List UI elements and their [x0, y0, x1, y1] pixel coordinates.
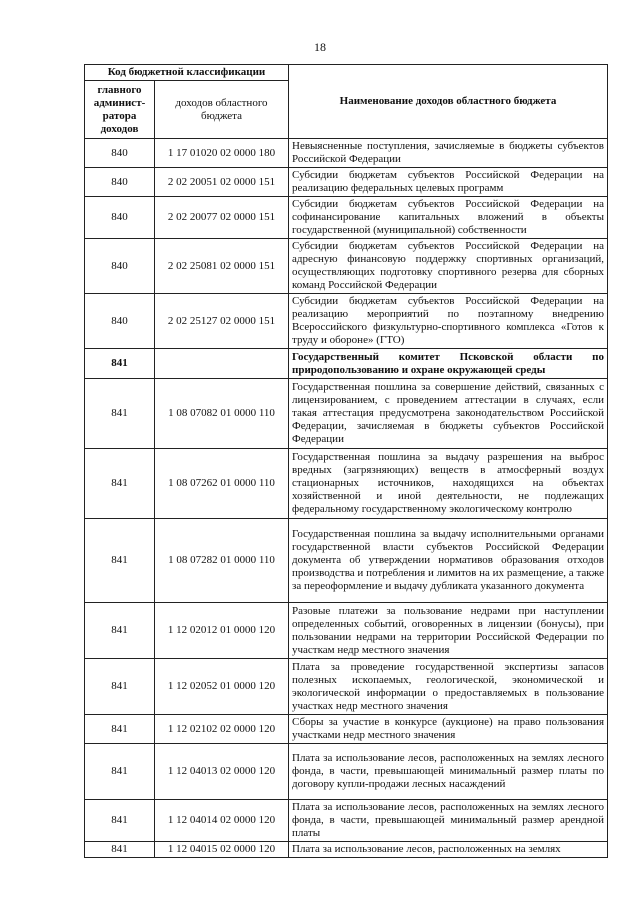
income-code-cell: 2 02 25127 02 0000 151 — [155, 294, 289, 349]
income-name-cell: Субсидии бюджетам субъектов Российской Федерации на реализацию федеральных целевых программ — [289, 168, 608, 197]
admin-code-cell: 841 — [85, 603, 155, 659]
admin-code-cell: 840 — [85, 239, 155, 294]
income-code-cell: 1 12 02052 01 0000 120 — [155, 659, 289, 715]
income-name-cell: Субсидии бюджетам субъектов Российской Федерации на адресную финансовую поддержку спортивных организаций, осуществляющих подготовку спортивного резерва для сборных команд Российской Федерации — [289, 239, 608, 294]
admin-code-cell: 840 — [85, 139, 155, 168]
income-code-cell: 1 12 02102 02 0000 120 — [155, 715, 289, 744]
admin-code-cell: 841 — [85, 715, 155, 744]
income-code-cell: 1 12 04014 02 0000 120 — [155, 800, 289, 842]
table-row — [85, 519, 608, 603]
income-code-cell: 1 08 07082 01 0000 110 — [155, 379, 289, 449]
table-row — [85, 294, 608, 349]
admin-code-cell: 840 — [85, 294, 155, 349]
header-income: доходов областного бюджета — [155, 81, 289, 139]
income-name-cell: Государственная пошлина за выдачу разрешения на выброс вредных (загрязняющих) веществ в атмосферный воздух стационарных источников, находящихся на объектах хозяйственной и иной деятельности, не подлежащих федеральному государственному экологическому контролю — [289, 449, 608, 519]
admin-code-cell: 841 — [85, 519, 155, 603]
header-name: Наименование доходов областного бюджета — [289, 65, 608, 139]
table-row — [85, 715, 608, 744]
table-row — [85, 603, 608, 659]
income-name-cell: Плата за использование лесов, расположенных на землях лесного фонда, в части, превышающей минимальный размер арендной платы — [289, 800, 608, 842]
table-row — [85, 744, 608, 800]
income-name-cell: Разовые платежи за пользование недрами при наступлении определенных событий, оговоренных в лицензии (бонусы), при пользовании недрами на территории Российской Федерации по участкам недр местного значения — [289, 603, 608, 659]
income-name-cell: Плата за проведение государственной экспертизы запасов полезных ископаемых, геологической, экономической и экологической информации о предоставляемых в пользование участках недр местного значения — [289, 659, 608, 715]
income-code-cell: 2 02 25081 02 0000 151 — [155, 239, 289, 294]
admin-code-cell: 841 — [85, 449, 155, 519]
header-admin: главного админист-ратора доходов — [85, 81, 155, 139]
budget-classification-table — [84, 64, 608, 858]
income-name-cell: Государственный комитет Псковской области по природопользованию и охране окружающей среды — [289, 349, 608, 379]
table-row — [85, 349, 608, 379]
admin-code-cell: 841 — [85, 744, 155, 800]
table-row — [85, 449, 608, 519]
admin-code-cell: 841 — [85, 800, 155, 842]
income-name-cell: Невыясненные поступления, зачисляемые в бюджеты субъектов Российской Федерации — [289, 139, 608, 168]
income-code-cell: 1 12 04015 02 0000 120 — [155, 842, 289, 858]
header-group: Код бюджетной классификации — [85, 65, 289, 81]
table-row — [85, 197, 608, 239]
income-name-cell: Государственная пошлина за совершение действий, связанных с лицензированием, с проведением аттестации в случаях, если такая аттестация предусмотрена законодательством Российской Федерации, зачисляемая в бюджеты субъектов Российской Федерации — [289, 379, 608, 449]
table-row — [85, 659, 608, 715]
income-code-cell: 2 02 20077 02 0000 151 — [155, 197, 289, 239]
income-code-cell: 1 17 01020 02 0000 180 — [155, 139, 289, 168]
table-body — [85, 139, 608, 858]
income-code-cell: 1 08 07282 01 0000 110 — [155, 519, 289, 603]
income-name-cell: Сборы за участие в конкурсе (аукционе) на право пользования участками недр местного значения — [289, 715, 608, 744]
page-number: 18 — [314, 40, 326, 54]
table-row — [85, 139, 608, 168]
admin-code-cell: 841 — [85, 842, 155, 858]
income-name-cell: Субсидии бюджетам субъектов Российской Федерации на софинансирование капитальных вложений в объекты государственной (муниципальной) собственности — [289, 197, 608, 239]
income-code-cell: 1 12 02012 01 0000 120 — [155, 603, 289, 659]
table-row — [85, 842, 608, 858]
admin-code-cell: 841 — [85, 659, 155, 715]
table-row — [85, 168, 608, 197]
income-code-cell: 1 12 04013 02 0000 120 — [155, 744, 289, 800]
admin-code-cell: 841 — [85, 379, 155, 449]
income-code-cell: 1 08 07262 01 0000 110 — [155, 449, 289, 519]
table-row — [85, 800, 608, 842]
admin-code-cell: 840 — [85, 168, 155, 197]
admin-code-cell: 840 — [85, 197, 155, 239]
admin-code-cell: 841 — [85, 349, 155, 379]
income-name-cell: Субсидии бюджетам субъектов Российской Федерации на реализацию мероприятий по поэтапному внедрению Всероссийского физкультурно-спортивного комплекса «Готов к труду и обороне» (ГТО) — [289, 294, 608, 349]
income-name-cell: Плата за использование лесов, расположенных на землях — [289, 842, 608, 858]
income-name-cell: Плата за использование лесов, расположенных на землях лесного фонда, в части, превышающей минимальный размер платы по договору купли-продажи лесных насаждений — [289, 744, 608, 800]
table-row — [85, 239, 608, 294]
income-code-cell: 2 02 20051 02 0000 151 — [155, 168, 289, 197]
income-name-cell: Государственная пошлина за выдачу исполнительными органами государственной власти субъектов Российской Федерации документа об утверждении нормативов образования отходов производства и потребления и лимитов на их размещение, а также за переоформление и выдачу дубликата указанного документа — [289, 519, 608, 603]
table-row — [85, 379, 608, 449]
income-code-cell — [155, 349, 289, 379]
